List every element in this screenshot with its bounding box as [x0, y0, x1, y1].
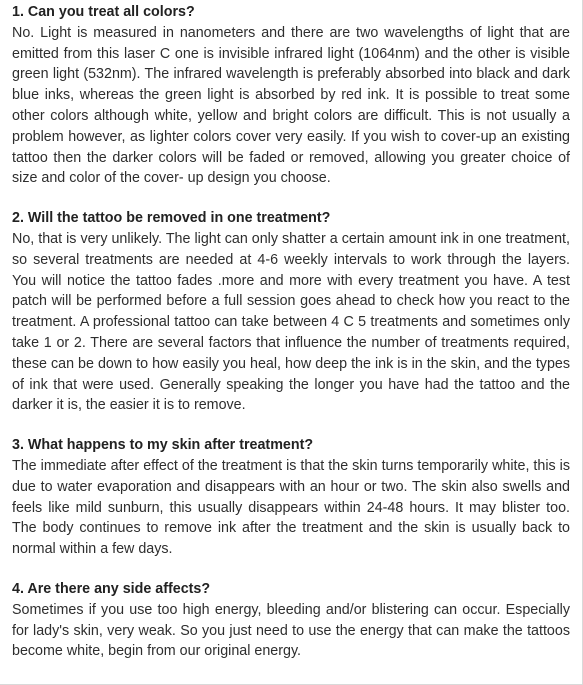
faq-question: 4. Are there any side affects?	[12, 580, 211, 597]
faq-answer: No. Light is measured in nanometers and there are two wavelengths of light that are emitted from this laser C one is invisible infrared light (1064nm) and the other is visible green light (532nm). The infrared wavelength is preferably absorbed into black and dark blue inks, whereas the green light is absorbed by red ink. It is possible to treat some other colors although white, yellow and bright colors are difficult. This is not usually a problem however, as lighter colors cover very easily. If you wish to cover-up an existing tattoo then the darker colors will be faded or removed, allowing you greater choice of size and color of the cover- up design you choose.	[12, 24, 570, 187]
faq-question: 1. Can you treat all colors?	[12, 4, 195, 20]
faq-answer: No, that is very unlikely. The light can only shatter a certain amount ink in one treatment, so several treatments are needed at 4-6 weekly intervals to work through the layers. You will notice the tattoo fades .more and more with every treatment you have. A test patch will be performed before a full session goes ahead to check how you react to the treatment. A professional tattoo can take between 4 C 5 treatments and sometimes only take 1 or 2. There are several factors that influence the number of treatments required, these can be down to how easily you heal, how deep the ink is in the skin, and the types of ink that were used. Generally speaking the longer you have had the tattoo and the darker it is, the easier it is to remove.	[12, 230, 570, 414]
faq-question: 2. Will the tattoo be removed in one treatment?	[12, 210, 331, 227]
faq-item-treatment-count	[12, 208, 570, 416]
faq-answer: Sometimes if you use too high energy, bleeding and/or blistering can occur. Especially for lady's skin, very weak. So you just need to use the energy that can make the tattoos become white, begin from our original energy.	[12, 601, 570, 660]
faq-item-colors	[12, 2, 570, 189]
faq-item-side-effects	[12, 579, 570, 662]
faq-question: 3. What happens to my skin after treatment?	[12, 437, 314, 454]
faq-item-skin-after	[12, 435, 570, 560]
faq-answer: The immediate after effect of the treatment is that the skin turns temporarily white, this is due to water evaporation and disappears with an hour or two. The skin also swells and feels like mild sunburn, this usually disappears within 24-48 hours. It may blister too. The body continues to remove ink after the treatment and the skin is usually back to normal within a few days.	[12, 457, 570, 558]
